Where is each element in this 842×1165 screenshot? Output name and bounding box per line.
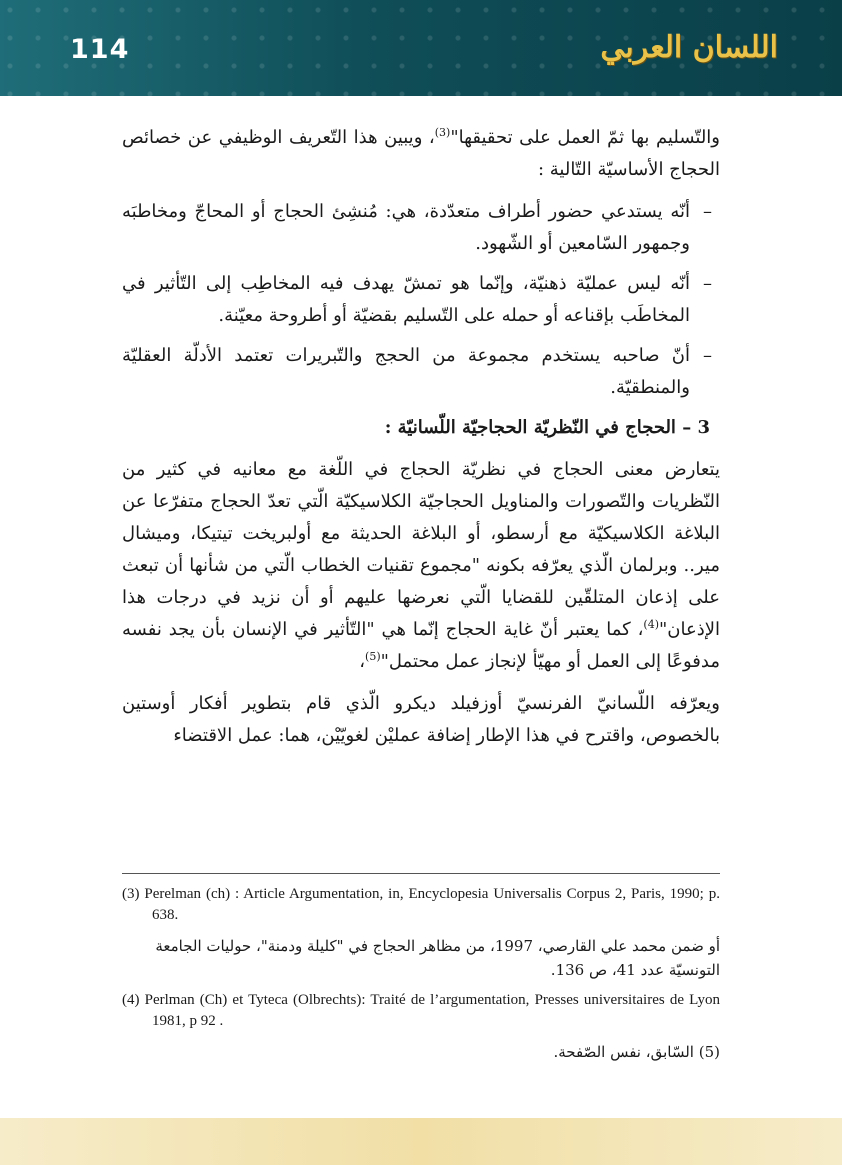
bullet-dash: – (703, 273, 712, 294)
section-heading: 3 – الحجاج في النّظريّة الحجاجيّة اللّسانيّة : (384, 417, 710, 438)
theory-text-c: ، (359, 651, 366, 672)
ducrot-paragraph: ويعرّفه اللّسانيّ الفرنسيّ أوزفيلد ديكرو الّذي قام بتطوير أفكار أوستين بالخصوص، واقترح في هذا الإطار إضافة عمليْن لغويّيْن، هما: عمل الاقتضاء (122, 693, 720, 746)
footnote-3: (3) Perelman (ch) : Article Argumentation, in, Encyclopesia Universalis Corpus 2, Paris, 1990; p. 638. (122, 886, 720, 923)
characteristics-list (122, 196, 720, 404)
theory-paragraph (122, 454, 720, 678)
footnote-4: (4) Perlman (Ch) et Tyteca (Olbrechts): Traité de l’argumentation, Presses universitaires de Lyon 1981, p 92 . (122, 992, 720, 1029)
page-header (0, 0, 842, 96)
footnote-divider (122, 873, 720, 874)
main-content (122, 122, 720, 752)
list-item (122, 340, 720, 404)
page-number: 114 (70, 34, 130, 65)
theory-text-a: يتعارض معنى الحجاج في نظريّة الحجاج في اللّغة مع معانيه في كثير من النّظريات والتّصورات والمناويل الحجاجيّة الكلاسيكيّة الّتي تعدّ الحجاج متفرّعا عن البلاغة الكلاسيكيّة مع أرسطو، أو البلاغة الحديثة مع أولبريخت تيتيكا، وميشال مير.. وبرلمان الّذي يعرّفه بكونه "مجموع تقنيات الخطاب الّتي من شأنها أن تبعث على إذعان المتلقّين للقضايا الّتي نعرضها عليهم أو أن نزيد في درجات هذا الإذعان" (122, 459, 720, 640)
footnote-ref-5: (5) (365, 650, 381, 663)
bullet-dash: – (703, 201, 712, 222)
intro-text-rest: ، ويبين هذا التّعريف الوظيفي عن خصائص الحجاج الأساسيّة التّالية : (122, 127, 720, 180)
intro-paragraph (122, 122, 720, 186)
footnote-3-arabic: أو ضمن محمد علي القارصي، 1997، من مظاهر الحجاج في "كليلة ودمنة"، حوليات الجامعة التونسيّة عدد 41، ص 136. (155, 937, 720, 979)
list-item (122, 268, 720, 332)
footnote-ref-4: (4) (643, 618, 659, 631)
list-item-text: أنّ صاحبه يستخدم مجموعة من الحجج والتّبريرات تعتمد الأدلّة العقليّة والمنطقيّة. (122, 345, 690, 398)
bullet-dash: – (703, 345, 712, 366)
footer-band (0, 1118, 842, 1165)
journal-logo: اللسان العربي (600, 30, 778, 65)
footnote-ref-3: (3) (434, 126, 451, 139)
list-item (122, 196, 720, 260)
paragraph-gap (122, 678, 720, 688)
list-item-text: أنّه ليس عمليّة ذهنيّة، وإنّما هو تمشّ يهدف فيه المخاطِب إلى التّأثير في المخاطَب بإقناعه أو حمله على التّسليم بقضيّة أو أطروحة معيّنة. (122, 273, 690, 326)
theory-text-b: ، كما يعتبر أنّ غاية الحجاج إنّما هي "التّأثير في الإنسان بأن يجد نفسه مدفوعًا إلى العمل أو مهيّأ لإنجاز عمل محتمل" (122, 619, 720, 672)
list-item-text: أنّه يستدعي حضور أطراف متعدّدة، هي: مُنشِئ الحجاج أو المحاجّ ومخاطبَه وجمهور السّامعين أو الشّهود. (122, 201, 690, 254)
footnotes (122, 884, 720, 1072)
intro-text: والتّسليم بها ثمّ العمل على تحقيقها" (450, 127, 720, 148)
footnote-5: (5) السّابق، نفس الصّفحة. (553, 1043, 720, 1061)
